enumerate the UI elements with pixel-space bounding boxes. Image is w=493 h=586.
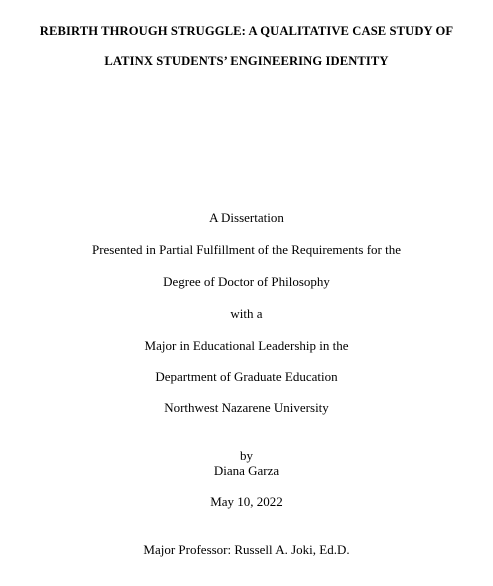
major-professor: Major Professor: Russell A. Joki, Ed.D. [143, 542, 350, 557]
fulfillment-statement: Presented in Partial Fulfillment of the Requirements for the [91, 242, 402, 257]
major-statement: Major in Educational Leadership in the [144, 338, 349, 353]
title-line-1: REBIRTH THROUGH STRUGGLE: A QUALITATIVE CASE STUDY OF [39, 24, 454, 38]
defense-date: May 10, 2022 [210, 494, 283, 509]
with-a-text: with a [230, 306, 263, 321]
author-name: Diana Garza [213, 463, 280, 478]
by-label: by [240, 448, 253, 463]
university-name: Northwest Nazarene University [164, 400, 329, 415]
department-name: Department of Graduate Education [155, 369, 338, 384]
document-type: A Dissertation [209, 210, 284, 225]
degree-name: Degree of Doctor of Philosophy [163, 274, 330, 289]
title-line-2: LATINX STUDENTS’ ENGINEERING IDENTITY [104, 54, 389, 68]
